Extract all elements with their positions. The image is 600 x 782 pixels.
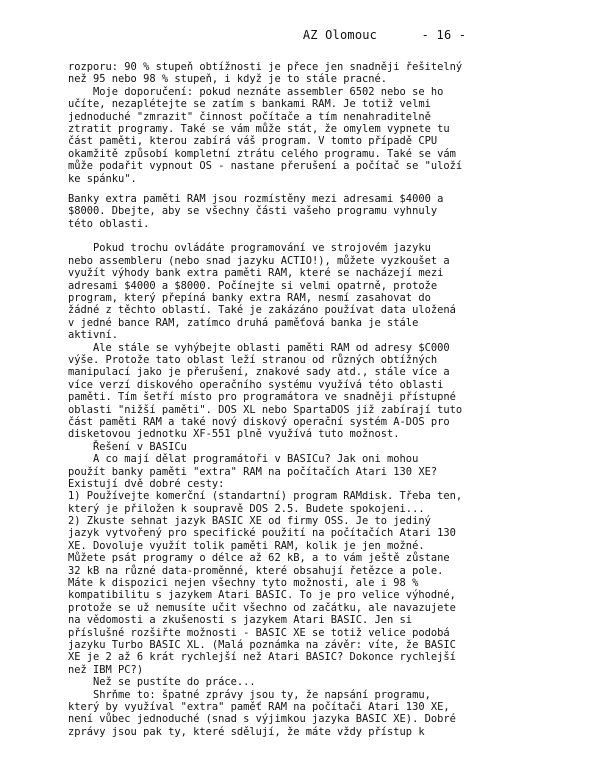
text-line: $8000. Dbejte, aby se všechny části vašeho programu vyhnuly — [68, 205, 438, 218]
text-line: zprávy jsou pak ty, které sdělují, že máte vždy přístup k — [68, 725, 425, 738]
text-line: část paměti RAM a také nový diskový operační systém A-DOS pro — [68, 415, 450, 428]
header-title: AZ Olomouc — [302, 28, 378, 42]
text-line: Existují dvě dobré cesty: — [68, 477, 225, 490]
text-line: použít banky paměti "extra" RAM na počítačích Atari 130 XE? — [68, 465, 438, 478]
text-line: 32 kB na různé data-proměnné, které obsahují řetězce a pole. — [68, 564, 444, 577]
text-line: na vědomosti a zkušenosti s jazykem Atari BASIC. Jen si — [68, 614, 413, 627]
page-number: - 16 - — [421, 28, 467, 42]
text-line: program, který přepíná banky extra RAM, nesmí zasahovat do — [68, 292, 431, 305]
text-line: Můžete psát programy o délce až 62 kB, a to vám ještě zůstane — [68, 552, 450, 565]
text-line: více verzí diskového operačního systému využívá této oblasti — [68, 378, 444, 391]
paragraph-gap — [68, 230, 528, 242]
text-line: ke spánku". — [68, 172, 137, 185]
text-line: A co mají dělat programátoři v BASICu? Jak oni mohou — [68, 453, 419, 466]
text-line: ztratit programy. Také se vám může stát, že omylem vypnete tu — [68, 122, 450, 135]
text-line: Ale stále se vyhýbejte oblasti paměti RAM od adresy $C000 — [68, 341, 450, 354]
text-line: jazyk vytvořený pro specifické použití na počítačích Atari 130 — [68, 527, 456, 540]
text-line: učíte, nezaplétejte se zatím s bankami RAM. Je totiž velmi — [68, 98, 431, 111]
text-line: Než se pustíte do práce... — [68, 676, 256, 689]
text-line: okamžitě způsobí kompletní ztrátu celého programu. Také se vám — [68, 147, 456, 160]
text-line: část paměti, kterou zabírá váš program. V tomto případě CPU — [68, 135, 438, 148]
text-line: XE. Dovoluje využít tolik paměti RAM, kolik je jen možné. — [68, 539, 425, 552]
text-line: může podařit vypnout OS - nastane přerušení a počítač se "uloží — [68, 160, 463, 173]
text-line: 2) Zkuste sehnat jazyk BASIC XE od firmy OSS. Je to jediný — [68, 515, 431, 528]
text-line: Máte k dispozici nejen všechny tyto možnosti, ale i 98 % — [68, 577, 419, 590]
text-line: žádné z těchto oblastí. Také je zakázáno používat data uložená — [68, 304, 456, 317]
text-line: příslušné rozšiřte možnosti - BASIC XE se totiž velice podobá — [68, 626, 450, 639]
text-line: Pokud trochu ovládáte programování ve strojovém jazyku — [68, 242, 431, 255]
text-line: 1) Používejte komerční (standartní) program RAMdisk. Třeba ten, — [68, 490, 463, 503]
text-line: Moje doporučení: pokud neznáte assembler 6502 nebo se ho — [68, 85, 444, 98]
paragraph-gap — [68, 185, 528, 193]
text-line: který by využíval "extra" paměť RAM na počítači Atari 130 XE, — [68, 700, 450, 713]
text-line: disketovou jednotku XF-551 plně využívá tuto možnost. — [68, 428, 400, 441]
text-line: Shrňme to: špatné zprávy jsou ty, že napsání programu, — [68, 688, 431, 701]
text-line: jednoduché "zmrazit" činnost počítače a tím nenahraditelně — [68, 110, 431, 123]
paragraph-3 — [68, 242, 528, 738]
text-line: manipulací jako je přerušení, znakové sady atd., stále více a — [68, 366, 450, 379]
text-line: jazyku Turbo BASIC XL. (Malá poznámka na závěr: víte, že BASIC — [68, 638, 456, 651]
text-line: protože se už nemusíte učit všechno od začátku, ale navazujete — [68, 601, 456, 614]
text-line: oblasti "nižší paměti". DOS XL nebo SpartaDOS již zabírají tuto — [68, 403, 463, 416]
page-header — [288, 14, 466, 42]
document-body — [68, 61, 528, 738]
text-line: adresami $4000 a $8000. Počínejte si velmi opatrně, protože — [68, 279, 438, 292]
text-line: který je přiložen k soupravě DOS 2.5. Budete spokojeni... — [68, 502, 425, 515]
text-line: v jedné bance RAM, zatímco druhá paměťová banka je stále — [68, 316, 419, 329]
text-line: paměti. Tím šetří místo pro programátora ve snadněji přístupné — [68, 391, 456, 404]
text-line: rozporu: 90 % stupeň obtížnosti je přece jen snadněji řešitelný — [68, 61, 463, 73]
paragraph-1 — [68, 61, 528, 185]
paragraph-2 — [68, 193, 528, 230]
text-line: aktivní. — [68, 329, 119, 342]
text-line: než IBM PC?) — [68, 663, 144, 676]
text-line: nebo assembleru (nebo snad jazyku ACTIO!), můžete vyzkoušet a — [68, 254, 450, 267]
text-line: není vůbec jednoduché (snad s výjimkou jazyka BASIC XE). Dobré — [68, 713, 456, 726]
text-line: XE je 2 až 6 krát rychlejší než Atari BASIC? Dokonce rychlejší — [68, 651, 456, 664]
text-line: výše. Protože tato oblast leží stranou od různých obtížných — [68, 353, 438, 366]
text-line: Řešení v BASICu — [68, 440, 187, 453]
text-line: kompatibilitu s jazykem Atari BASIC. To je pro velice výhodné, — [68, 589, 456, 602]
text-line: než 95 nebo 98 % stupeň, i když je to stále pracné. — [68, 73, 388, 86]
text-line: této oblasti. — [68, 217, 150, 230]
text-line: využít výhody bank extra paměti RAM, které se nacházejí mezi — [68, 267, 444, 280]
text-line: Banky extra paměti RAM jsou rozmístěny mezi adresami $4000 a — [68, 192, 444, 205]
